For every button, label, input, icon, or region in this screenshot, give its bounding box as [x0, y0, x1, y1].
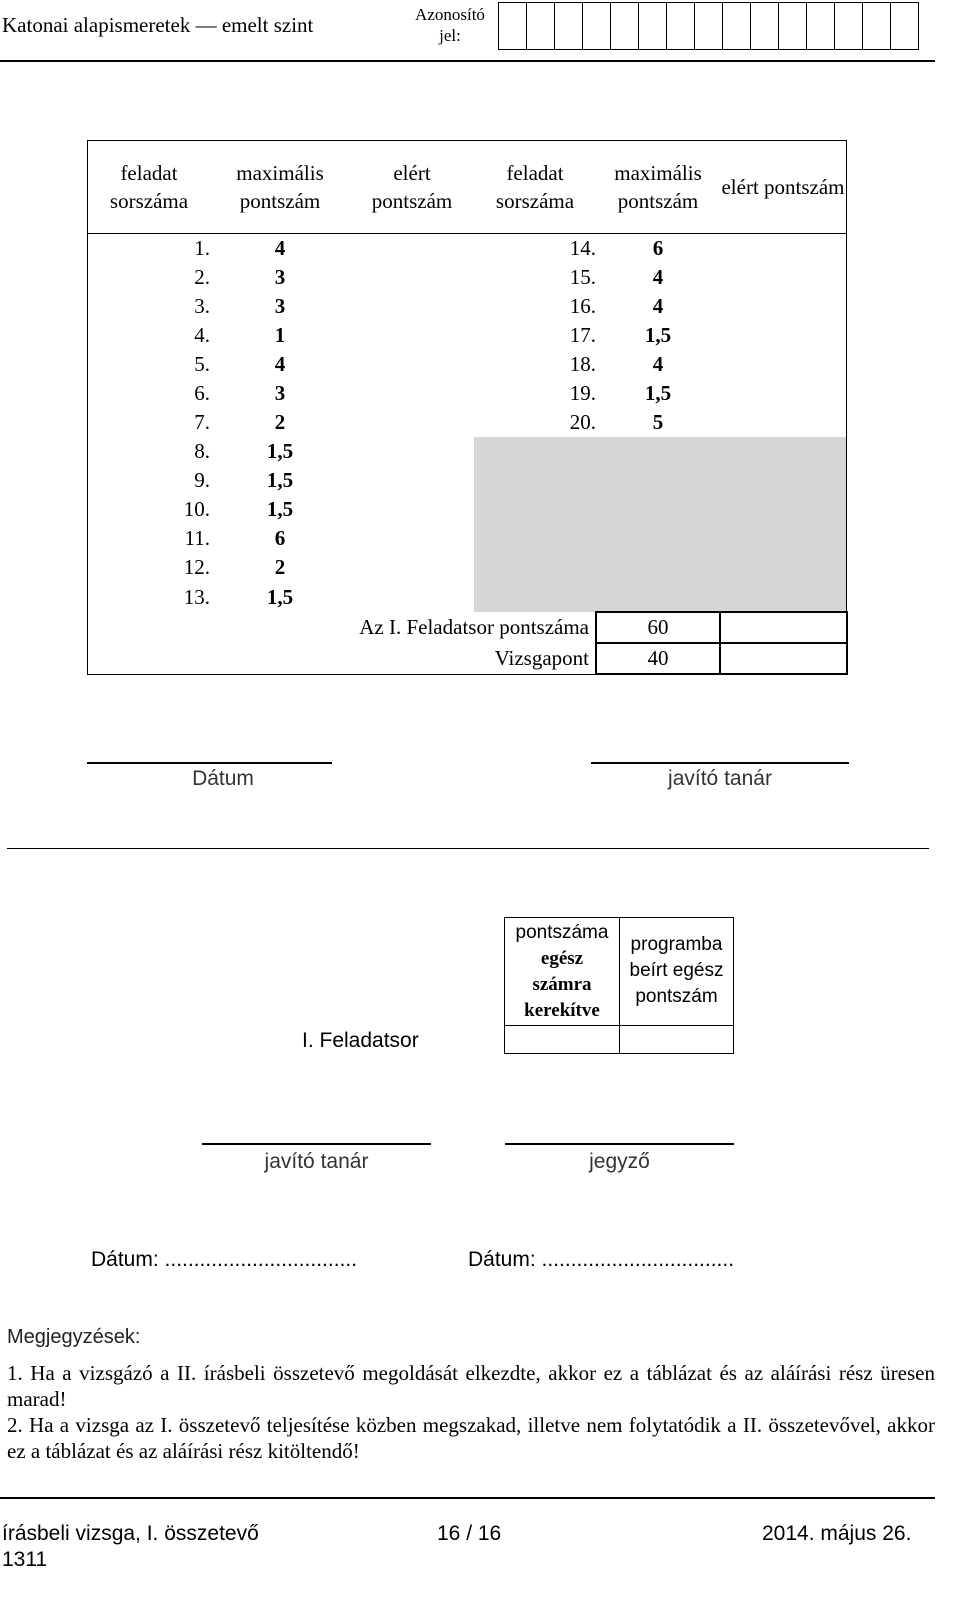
task-number: 3.: [88, 292, 211, 321]
id-box[interactable]: [583, 2, 611, 50]
exam-value: 40: [596, 643, 720, 674]
header-rule: [0, 60, 935, 62]
earned-score-cell[interactable]: [350, 437, 474, 466]
header-line: egész: [540, 948, 584, 969]
max-score: 1,5: [644, 381, 672, 405]
id-boxes: [498, 2, 919, 50]
table-row: [88, 524, 847, 553]
shaded-cell: [720, 437, 847, 466]
id-box[interactable]: [639, 2, 667, 50]
table-row: [88, 553, 847, 582]
footer-rule: [0, 1497, 935, 1499]
page-number: 16 / 16: [437, 1522, 502, 1545]
table-row: [88, 263, 847, 292]
teacher-label: javító tanár: [668, 767, 772, 790]
col-header-num-left: feladat sorszáma: [88, 141, 211, 234]
task-number: 11.: [88, 524, 211, 553]
task-number: 5.: [88, 350, 211, 379]
id-box[interactable]: [667, 2, 695, 50]
id-box[interactable]: [863, 2, 891, 50]
col-header-earned-right: elért pontszám: [720, 141, 847, 234]
max-score: 4: [274, 352, 286, 376]
score-table-header: [88, 141, 847, 234]
section-separator: [7, 848, 929, 849]
task-number: 7.: [88, 408, 211, 437]
earned-score-cell[interactable]: [720, 263, 847, 292]
signature-line-date: [87, 762, 332, 764]
table-row: [88, 437, 847, 466]
earned-score-cell[interactable]: [350, 466, 474, 495]
task-number: 14.: [569, 236, 596, 260]
header-line: számra: [532, 974, 592, 995]
shaded-cell: [596, 466, 720, 495]
exam-earned-cell[interactable]: [720, 643, 847, 674]
sum-row: [88, 612, 847, 643]
earned-score-cell[interactable]: [720, 321, 847, 350]
table-row: [88, 350, 847, 379]
task-number: 10.: [88, 495, 211, 524]
shaded-cell: [596, 582, 720, 612]
azonosito-label: Azonosító jel:: [415, 5, 485, 45]
signature-line-notary: [505, 1143, 734, 1145]
col-header-num-right: feladat sorszáma: [474, 141, 596, 234]
score-table: [87, 140, 848, 675]
header-line: beírt egész: [629, 960, 724, 981]
program-score-column: [619, 918, 733, 1053]
max-score: 4: [274, 236, 286, 260]
shaded-cell: [474, 524, 596, 553]
signature-line-teacher2: [202, 1143, 431, 1145]
document-title: Katonai alapismeretek — emelt szint: [2, 13, 314, 37]
max-score: 1,5: [266, 468, 294, 492]
date-field-right: Dátum: .................................: [468, 1248, 735, 1271]
task-number: 6.: [88, 379, 211, 408]
earned-score-cell[interactable]: [350, 408, 474, 437]
id-box[interactable]: [751, 2, 779, 50]
header-line: kerekítve: [524, 1000, 600, 1021]
task-number: 17.: [569, 323, 596, 347]
max-score: 5: [652, 410, 664, 434]
note-2: 2. Ha a vizsga az I. összetevő teljesítése közben megszakad, illetve nem folytatódik a II. összetevővel, akkor ez a táblázat és az aláírási rész kitöltendő!: [7, 1413, 935, 1463]
task-number: 12.: [88, 553, 211, 582]
rounded-score-column: [505, 918, 619, 1053]
max-score: 3: [274, 265, 286, 289]
earned-score-cell[interactable]: [350, 263, 474, 292]
max-score: 4: [652, 294, 664, 318]
max-score: 4: [652, 352, 664, 376]
header-line: pontszáma: [515, 922, 609, 943]
earned-score-cell[interactable]: [350, 582, 474, 612]
shaded-cell: [474, 437, 596, 466]
earned-score-cell[interactable]: [350, 321, 474, 350]
sum-value: 60: [596, 612, 720, 643]
id-box[interactable]: [807, 2, 835, 50]
task-number: 15.: [569, 265, 596, 289]
max-score: 4: [652, 265, 664, 289]
exam-label: Vizsgapont: [88, 643, 597, 674]
rounded-score-table: [504, 917, 734, 1054]
task-number: 16.: [569, 294, 596, 318]
cell-divider: [505, 1025, 619, 1026]
id-box[interactable]: [499, 2, 527, 50]
max-score: 1,5: [266, 439, 294, 463]
sum-label: Az I. Feladatsor pontszáma: [88, 612, 597, 643]
notes-section: [7, 1324, 935, 1464]
date-field-left: Dátum: .................................: [91, 1248, 358, 1271]
max-score: 1,5: [644, 323, 672, 347]
earned-score-cell[interactable]: [350, 379, 474, 408]
task-number: 20.: [569, 410, 596, 434]
max-score: 6: [652, 236, 664, 260]
earned-score-cell[interactable]: [720, 379, 847, 408]
task-number: 13.: [88, 582, 211, 612]
table-row: [88, 466, 847, 495]
footer-date: 2014. május 26.: [762, 1522, 912, 1545]
col-header-max-right: maximális pontszám: [596, 141, 720, 234]
max-score: 1,5: [266, 584, 294, 609]
shaded-cell: [596, 495, 720, 524]
shaded-cell: [720, 553, 847, 582]
id-box[interactable]: [835, 2, 863, 50]
shaded-cell: [720, 524, 847, 553]
shaded-cell: [720, 466, 847, 495]
program-score-header: [620, 918, 733, 1010]
max-score: 1: [274, 323, 286, 347]
header-line: pontszám: [635, 986, 718, 1007]
shaded-cell: [720, 582, 847, 612]
footer-code: 1311: [2, 1548, 48, 1571]
col-header-earned-left: elért pontszám: [350, 141, 474, 234]
id-box[interactable]: [611, 2, 639, 50]
shaded-cell: [474, 495, 596, 524]
signature-line-teacher: [591, 762, 849, 764]
earned-score-cell[interactable]: [720, 292, 847, 321]
table-row: [88, 408, 847, 437]
rounded-score-header: [505, 918, 619, 1024]
shaded-cell: [474, 553, 596, 582]
task-number: 4.: [88, 321, 211, 350]
col-header-max-left: maximális pontszám: [210, 141, 350, 234]
table-row: [88, 321, 847, 350]
exam-row: [88, 643, 847, 674]
footer-left: írásbeli vizsga, I. összetevő: [2, 1522, 259, 1545]
task-number: 1.: [88, 234, 211, 264]
task-number: 8.: [88, 437, 211, 466]
shaded-cell: [720, 495, 847, 524]
id-box[interactable]: [695, 2, 723, 50]
task-number: 2.: [88, 263, 211, 292]
earned-score-cell[interactable]: [350, 495, 474, 524]
shaded-cell: [596, 553, 720, 582]
table-row: [88, 234, 847, 264]
id-box[interactable]: [723, 2, 751, 50]
table-row: [88, 582, 847, 612]
notary-label: jegyző: [589, 1150, 650, 1173]
shaded-cell: [474, 582, 596, 612]
id-box[interactable]: [555, 2, 583, 50]
shaded-cell: [474, 466, 596, 495]
table-row: [88, 495, 847, 524]
id-box[interactable]: [779, 2, 807, 50]
earned-score-cell[interactable]: [720, 408, 847, 437]
max-score: 2: [274, 555, 286, 579]
earned-score-cell[interactable]: [350, 292, 474, 321]
id-box[interactable]: [891, 2, 919, 50]
earned-score-cell[interactable]: [350, 234, 474, 264]
earned-score-cell[interactable]: [720, 350, 847, 379]
earned-score-cell[interactable]: [350, 524, 474, 553]
sum-earned-cell[interactable]: [720, 612, 847, 643]
earned-score-cell[interactable]: [720, 234, 847, 264]
max-score: 3: [274, 294, 286, 318]
table-row: [88, 379, 847, 408]
max-score: 3: [274, 381, 286, 405]
shaded-cell: [596, 437, 720, 466]
cell-divider: [620, 1025, 733, 1026]
max-score: 1,5: [266, 497, 294, 521]
task-number: 19.: [569, 381, 596, 405]
earned-score-cell[interactable]: [350, 553, 474, 582]
task-number: 18.: [569, 352, 596, 376]
notes-heading: Megjegyzések:: [7, 1326, 141, 1348]
earned-score-cell[interactable]: [350, 350, 474, 379]
max-score: 6: [274, 526, 286, 550]
header-line: programba: [630, 934, 723, 955]
date-label: Dátum: [192, 767, 254, 790]
id-box[interactable]: [527, 2, 555, 50]
table-row: [88, 292, 847, 321]
shaded-cell: [596, 524, 720, 553]
feladatsor-label: I. Feladatsor: [302, 1029, 419, 1052]
max-score: 2: [274, 410, 286, 434]
note-1: 1. Ha a vizsgázó a II. írásbeli összetevő megoldását elkezdte, akkor ez a táblázat és az aláírási rész üresen marad!: [7, 1361, 935, 1411]
teacher-label-2: javító tanár: [264, 1150, 369, 1173]
task-number: 9.: [88, 466, 211, 495]
